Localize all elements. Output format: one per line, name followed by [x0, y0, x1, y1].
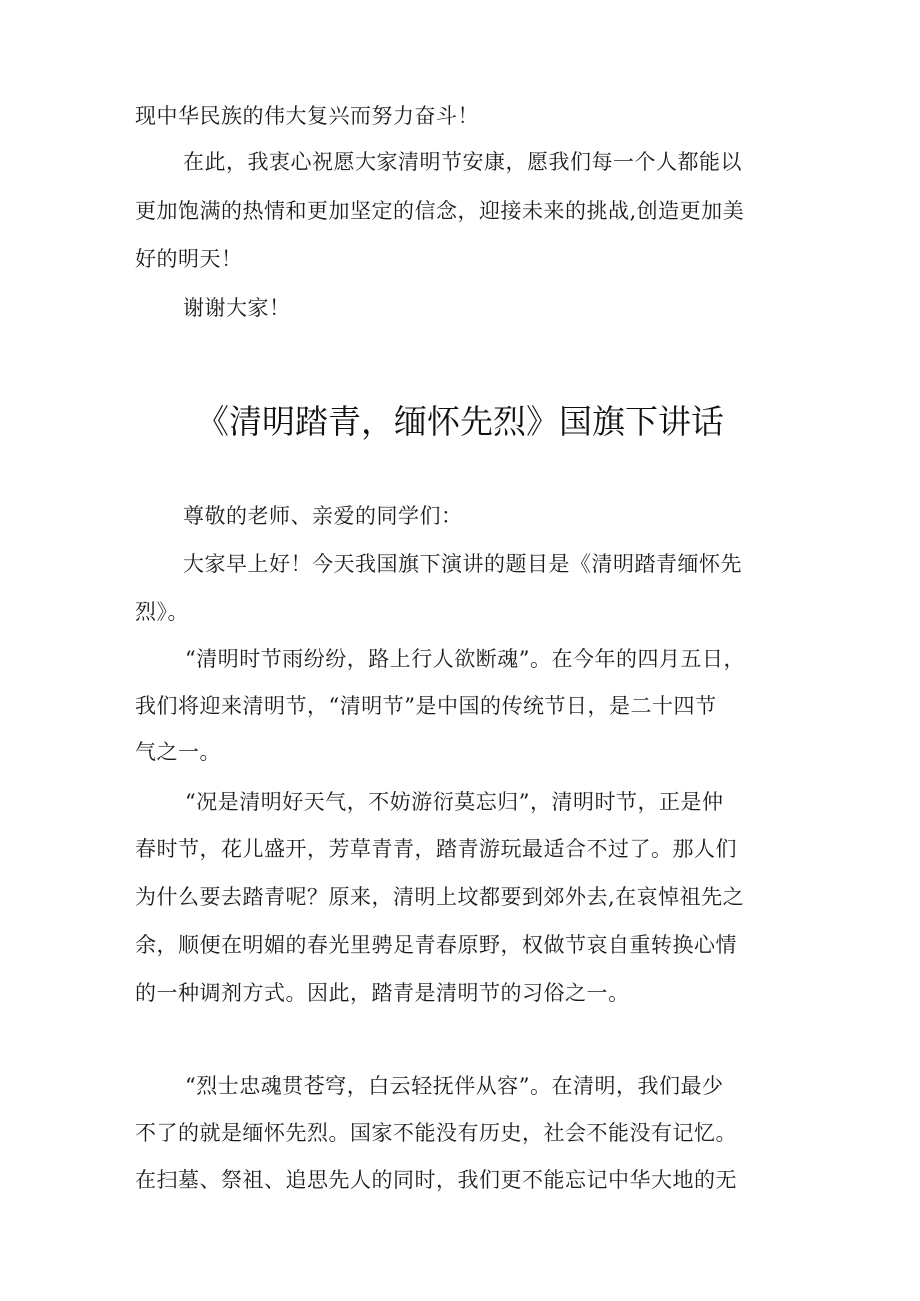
- speech-title: 《清明踏青，缅怀先烈》国旗下讲话: [196, 402, 724, 441]
- paragraph-line: 大家早上好！今天我国旗下演讲的题目是《清明踏青缅怀先: [183, 552, 742, 576]
- paragraph-line: 烈》。: [135, 600, 189, 624]
- greeting-line: 尊敬的老师、亲爱的同学们：: [183, 504, 463, 528]
- paragraph-line: “清明时节雨纷纷，路上行人欲断魂”。在今年的四月五日，: [185, 647, 745, 671]
- paragraph-line: 春时节，花儿盛开，芳草青青，踏青游玩最适合不过了。那人们: [135, 837, 737, 861]
- paragraph-line: 气之一。: [135, 740, 221, 764]
- paragraph-line: 不了的就是缅怀先烈。国家不能没有历史，社会不能没有记忆。: [135, 1121, 737, 1145]
- paragraph-line: “烈士忠魂贯苍穹，白云轻抚伴从容”。在清明，我们最少: [185, 1074, 724, 1098]
- paragraph-line: 余，顺便在明媚的春光里骋足青春原野，权做节哀自重转换心情: [135, 933, 737, 957]
- paragraph-line: 更加饱满的热情和更加坚定的信念，迎接未来的挑战,创造更加美: [135, 199, 745, 223]
- closing-line: 谢谢大家！: [183, 296, 291, 320]
- paragraph-line: 在此，我衷心祝愿大家清明节安康，愿我们每一个人都能以: [183, 150, 742, 174]
- paragraph-line: 我们将迎来清明节，“清明节”是中国的传统节日，是二十四节: [135, 694, 717, 718]
- paragraph-line: 好的明天！: [135, 247, 243, 271]
- paragraph-line: “况是清明好天气，不妨游衍莫忘归”，清明时节，正是仲: [185, 790, 724, 814]
- paragraph-line: 在扫墓、祭祖、追思先人的同时，我们更不能忘记中华大地的无: [135, 1168, 737, 1192]
- paragraph-line: 现中华民族的伟大复兴而努力奋斗！: [135, 104, 479, 128]
- paragraph-line: 的一种调剂方式。因此，踏青是清明节的习俗之一。: [135, 981, 630, 1005]
- paragraph-line: 为什么要去踏青呢？原来，清明上坟都要到郊外去,在哀悼祖先之: [135, 885, 745, 909]
